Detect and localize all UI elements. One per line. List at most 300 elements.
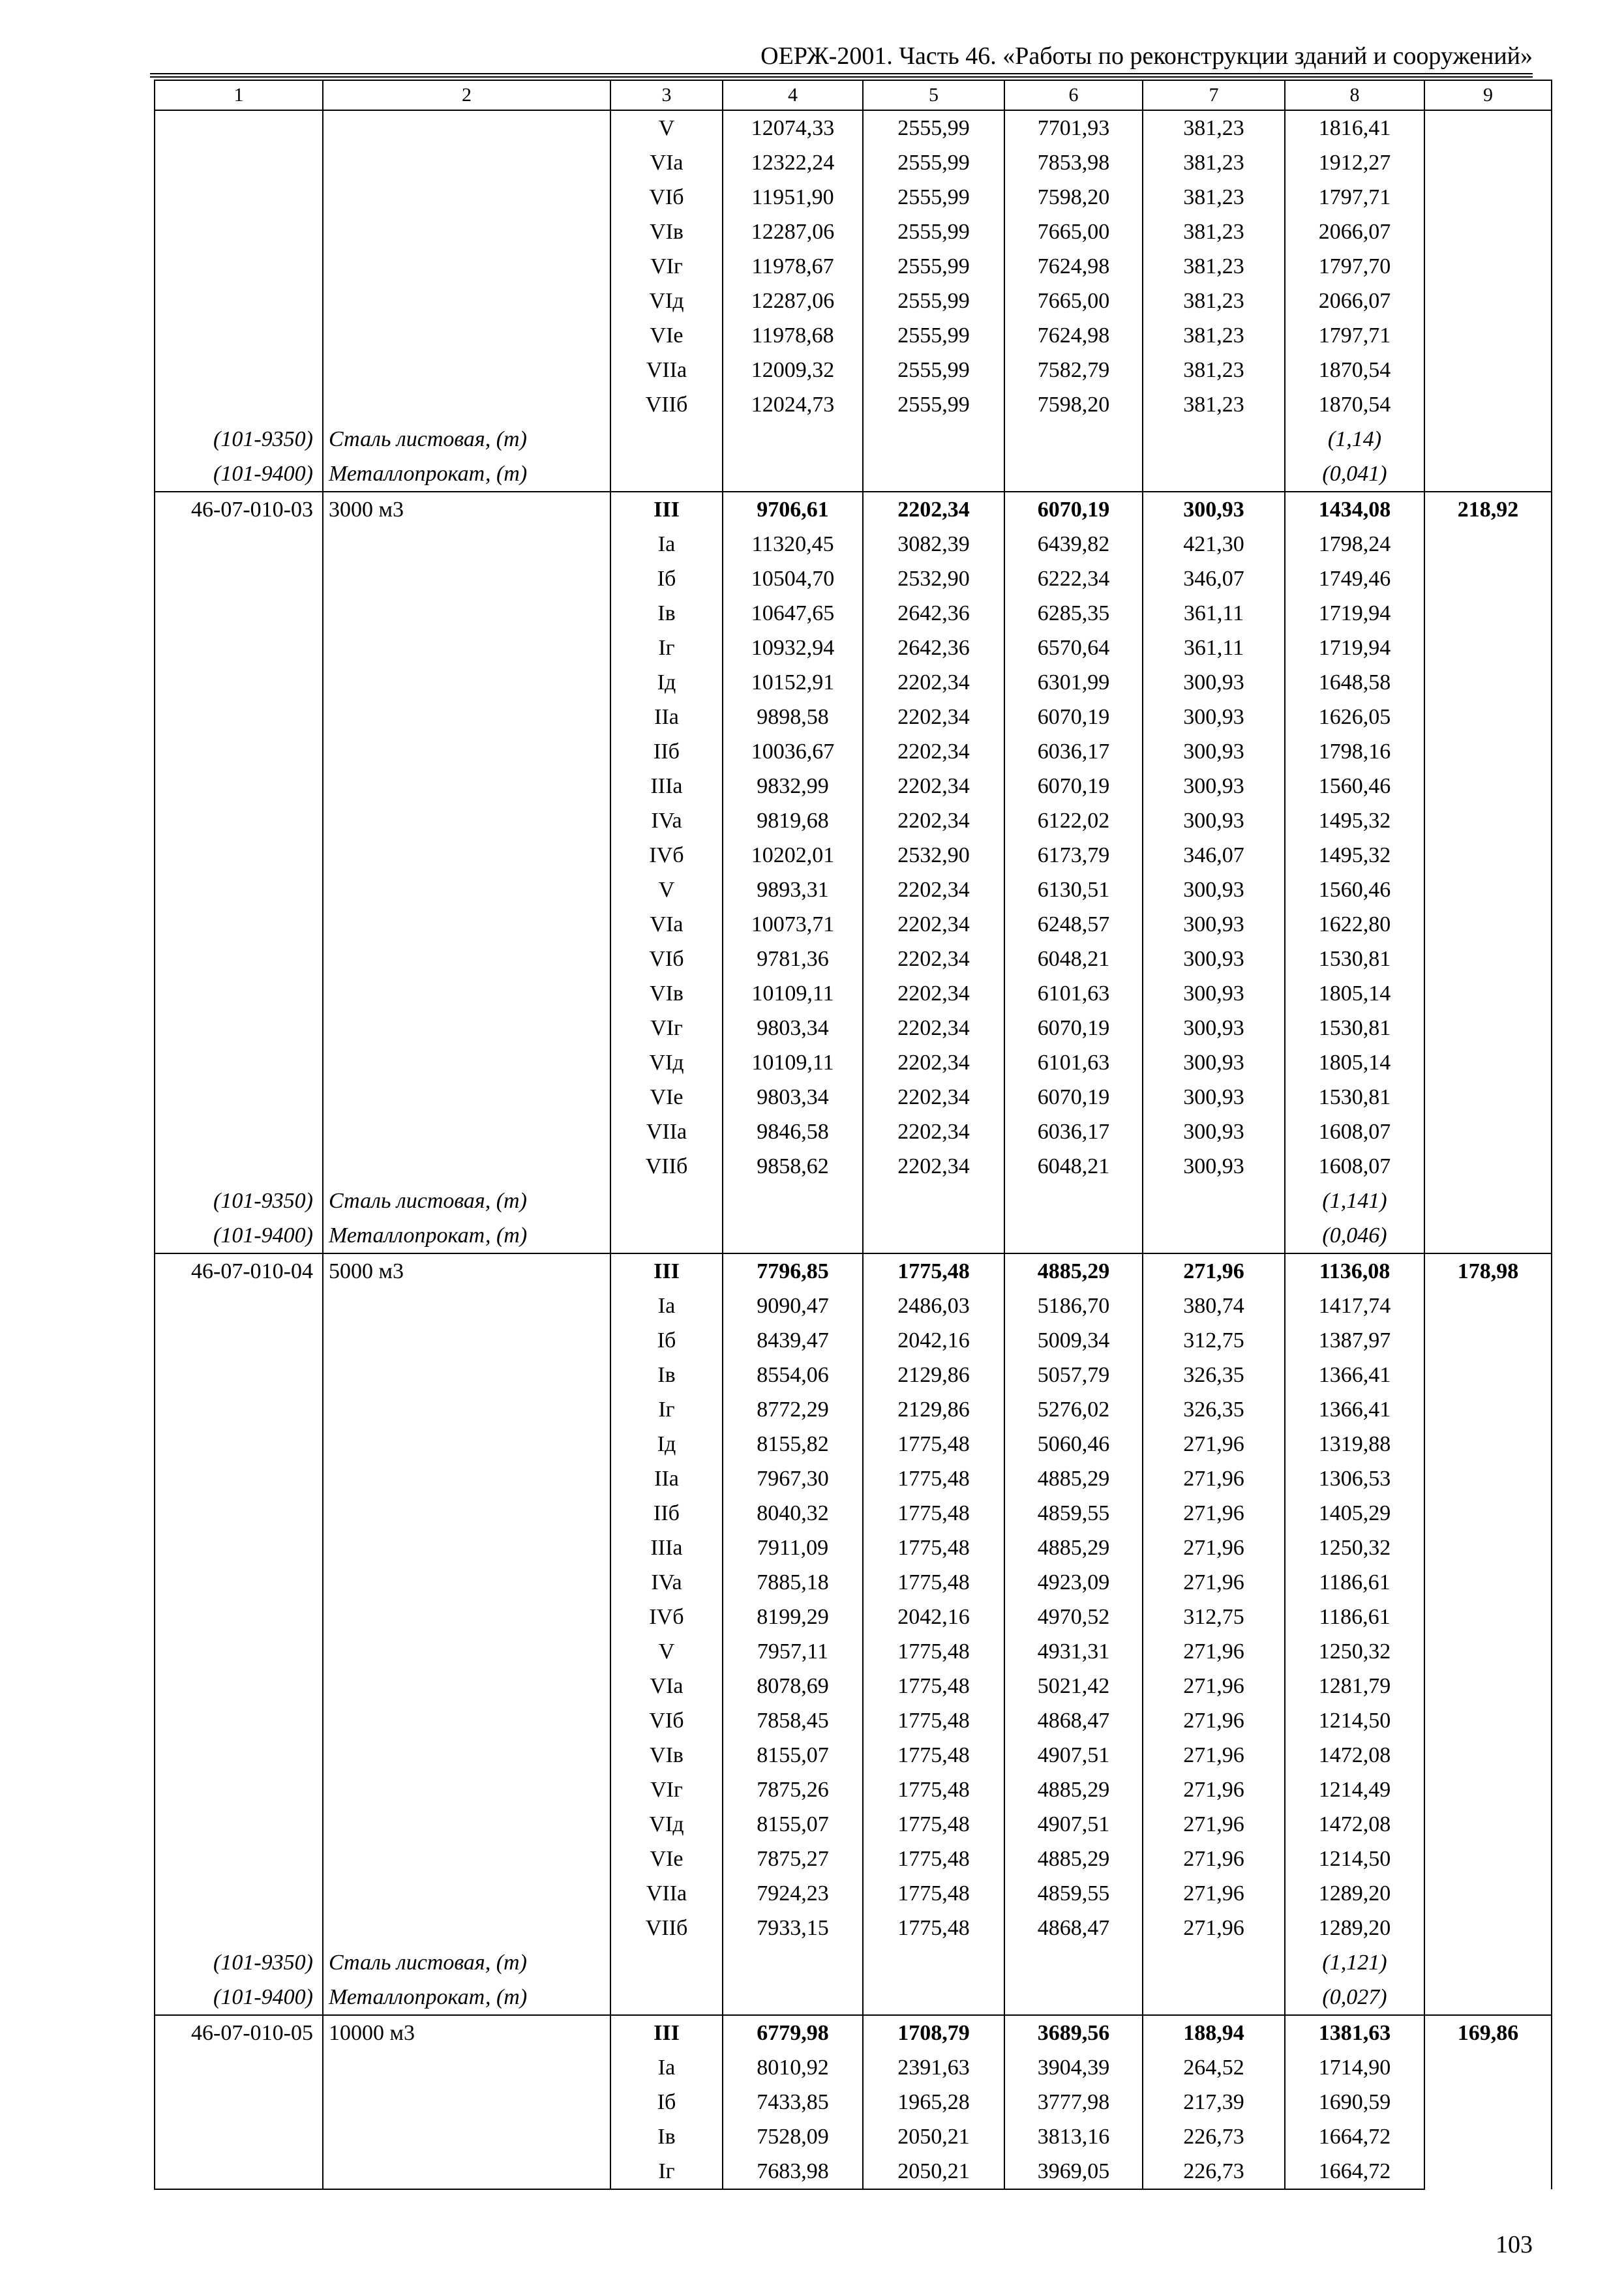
value-cell: 9858,62	[723, 1149, 863, 1184]
value-cell: 5057,79	[1004, 1358, 1143, 1392]
zone-cell: VIIб	[610, 387, 723, 422]
zone-cell: Iб	[610, 1323, 723, 1358]
value-cell: 346,07	[1143, 838, 1285, 873]
empty-cell	[155, 1323, 323, 1358]
empty-cell	[610, 1980, 723, 2015]
value-cell: 2202,34	[863, 700, 1004, 734]
value-cell: 264,52	[1143, 2050, 1285, 2085]
value-cell: 3904,39	[1004, 2050, 1143, 2085]
table-row	[155, 1703, 1552, 1738]
value-cell: 2202,34	[863, 734, 1004, 769]
zone-cell: V	[610, 1634, 723, 1669]
page-header: ОЕРЖ-2001. Часть 46. «Работы по реконструкции зданий и сооружений»	[760, 42, 1533, 70]
value-cell: 1626,05	[1285, 700, 1424, 734]
value-cell: 3689,56	[1004, 2015, 1143, 2050]
value-cell: 12287,06	[723, 284, 863, 318]
empty-cell	[155, 734, 323, 769]
value-cell: 1648,58	[1285, 665, 1424, 700]
material-code: (101-9400)	[155, 1980, 323, 2015]
empty-cell	[863, 1945, 1004, 1980]
value-cell: 271,96	[1143, 1427, 1285, 1461]
table-row	[155, 527, 1552, 561]
value-cell: 2555,99	[863, 284, 1004, 318]
rate-code: 46-07-010-03	[155, 492, 323, 527]
value-cell: 9803,34	[723, 1080, 863, 1115]
empty-cell	[323, 631, 610, 665]
empty-cell	[1143, 422, 1285, 456]
column-number: 2	[323, 80, 610, 110]
value-cell: 2555,99	[863, 387, 1004, 422]
table-row	[155, 838, 1552, 873]
value-cell: 4885,29	[1004, 1531, 1143, 1565]
value-cell: 1775,48	[863, 1669, 1004, 1703]
table-row	[155, 1289, 1552, 1323]
empty-cell	[1143, 456, 1285, 492]
zone-cell: Iв	[610, 2119, 723, 2154]
value-cell: 4868,47	[1004, 1911, 1143, 1945]
table-row	[155, 734, 1552, 769]
zone-cell: VIe	[610, 1842, 723, 1876]
empty-cell	[155, 665, 323, 700]
value-cell: 1870,54	[1285, 353, 1424, 387]
value-cell: 2555,99	[863, 249, 1004, 284]
value-cell: 1214,49	[1285, 1773, 1424, 1807]
empty-cell	[323, 1289, 610, 1323]
value-cell: 300,93	[1143, 1080, 1285, 1115]
empty-cell	[155, 249, 323, 284]
empty-cell	[323, 596, 610, 631]
empty-cell	[155, 1600, 323, 1634]
table-row	[155, 1149, 1552, 1184]
empty-cell	[155, 803, 323, 838]
zone-cell: IVб	[610, 1600, 723, 1634]
value-cell: 7967,30	[723, 1461, 863, 1496]
value-cell: 4885,29	[1004, 1253, 1143, 1289]
empty-cell	[155, 1842, 323, 1876]
empty-cell	[323, 527, 610, 561]
empty-cell	[323, 1011, 610, 1045]
empty-cell	[155, 1669, 323, 1703]
zone-cell: VIб	[610, 1703, 723, 1738]
material-name: Металлопрокат, (т)	[323, 456, 610, 492]
value-cell: 6101,63	[1004, 1045, 1143, 1080]
zone-cell: IVa	[610, 1565, 723, 1600]
empty-cell	[1004, 456, 1143, 492]
table-row	[155, 1807, 1552, 1842]
table-row	[155, 110, 1552, 145]
value-cell: 381,23	[1143, 180, 1285, 215]
value-cell: 1805,14	[1285, 976, 1424, 1011]
table-row	[155, 1427, 1552, 1461]
zone-cell: VIв	[610, 1738, 723, 1773]
value-cell: 1405,29	[1285, 1496, 1424, 1531]
value-cell: 2066,07	[1285, 284, 1424, 318]
zone-cell: VIб	[610, 942, 723, 976]
value-cell: 1289,20	[1285, 1876, 1424, 1911]
table-row	[155, 249, 1552, 284]
value-cell: 1214,50	[1285, 1703, 1424, 1738]
empty-cell	[610, 1945, 723, 1980]
table-row	[155, 1253, 1552, 1289]
empty-cell	[155, 1358, 323, 1392]
value-cell: 1805,14	[1285, 1045, 1424, 1080]
value-cell: 4907,51	[1004, 1738, 1143, 1773]
value-cell: 2202,34	[863, 1115, 1004, 1149]
empty-cell	[155, 873, 323, 907]
empty-cell	[323, 1149, 610, 1184]
value-cell: 6070,19	[1004, 492, 1143, 527]
value-cell: 7858,45	[723, 1703, 863, 1738]
value-cell: 1472,08	[1285, 1807, 1424, 1842]
value-cell: 4931,31	[1004, 1634, 1143, 1669]
table-row	[155, 1115, 1552, 1149]
zone-cell: III	[610, 2015, 723, 2050]
value-cell: 3813,16	[1004, 2119, 1143, 2154]
table-row	[155, 1738, 1552, 1773]
table-row	[155, 1392, 1552, 1427]
material-value: (0,027)	[1285, 1980, 1424, 2015]
material-code: (101-9350)	[155, 1945, 323, 1980]
empty-cell	[155, 1738, 323, 1773]
value-cell: 2391,63	[863, 2050, 1004, 2085]
value-cell: 8199,29	[723, 1600, 863, 1634]
value-cell: 1912,27	[1285, 145, 1424, 180]
empty-cell	[155, 976, 323, 1011]
value-cell: 10504,70	[723, 561, 863, 596]
value-cell: 10036,67	[723, 734, 863, 769]
table-row	[155, 1876, 1552, 1911]
table-body	[155, 80, 1552, 2189]
zone-cell: III	[610, 492, 723, 527]
value-cell: 2555,99	[863, 145, 1004, 180]
table-row	[155, 1358, 1552, 1392]
empty-cell	[1004, 422, 1143, 456]
value-cell: 3082,39	[863, 527, 1004, 561]
empty-cell	[723, 1945, 863, 1980]
value-cell: 8155,82	[723, 1427, 863, 1461]
value-cell: 381,23	[1143, 110, 1285, 145]
column-9-value: 178,98	[1424, 1253, 1552, 2015]
value-cell: 300,93	[1143, 1011, 1285, 1045]
value-cell: 300,93	[1143, 700, 1285, 734]
value-cell: 11978,68	[723, 318, 863, 353]
empty-cell	[323, 2119, 610, 2154]
empty-cell	[155, 2085, 323, 2119]
zone-cell: VIг	[610, 249, 723, 284]
zone-cell: VIв	[610, 215, 723, 249]
value-cell: 6779,98	[723, 2015, 863, 2050]
empty-cell	[323, 387, 610, 422]
value-cell: 8772,29	[723, 1392, 863, 1427]
column-number: 6	[1004, 80, 1143, 110]
zone-cell: IVa	[610, 803, 723, 838]
value-cell: 1417,74	[1285, 1289, 1424, 1323]
value-cell: 7624,98	[1004, 249, 1143, 284]
empty-cell	[863, 1184, 1004, 1218]
zone-cell: IIб	[610, 1496, 723, 1531]
empty-cell	[155, 769, 323, 803]
value-cell: 1797,71	[1285, 318, 1424, 353]
value-cell: 2050,21	[863, 2154, 1004, 2189]
value-cell: 5021,42	[1004, 1669, 1143, 1703]
table-row	[155, 318, 1552, 353]
empty-cell	[323, 353, 610, 387]
value-cell: 271,96	[1143, 1703, 1285, 1738]
value-cell: 326,35	[1143, 1358, 1285, 1392]
empty-cell	[323, 665, 610, 700]
value-cell: 2066,07	[1285, 215, 1424, 249]
empty-cell	[155, 1531, 323, 1565]
empty-cell	[323, 734, 610, 769]
table-row	[155, 665, 1552, 700]
value-cell: 361,11	[1143, 596, 1285, 631]
empty-cell	[323, 976, 610, 1011]
value-cell: 2129,86	[863, 1392, 1004, 1427]
value-cell: 1366,41	[1285, 1358, 1424, 1392]
empty-cell	[323, 2050, 610, 2085]
value-cell: 300,93	[1143, 907, 1285, 942]
empty-cell	[155, 180, 323, 215]
value-cell: 1622,80	[1285, 907, 1424, 942]
value-cell: 1775,48	[863, 1253, 1004, 1289]
column-number: 7	[1143, 80, 1285, 110]
value-cell: 1608,07	[1285, 1115, 1424, 1149]
table-row	[155, 769, 1552, 803]
value-cell: 1530,81	[1285, 942, 1424, 976]
value-cell: 2042,16	[863, 1600, 1004, 1634]
value-cell: 1775,48	[863, 1738, 1004, 1773]
table-row	[155, 1600, 1552, 1634]
empty-cell	[155, 353, 323, 387]
zone-cell: Ia	[610, 2050, 723, 2085]
table-row	[155, 2085, 1552, 2119]
material-value: (1,121)	[1285, 1945, 1424, 1980]
value-cell: 1560,46	[1285, 873, 1424, 907]
table-row	[155, 1911, 1552, 1945]
value-cell: 300,93	[1143, 873, 1285, 907]
value-cell: 1495,32	[1285, 838, 1424, 873]
material-row	[155, 422, 1552, 456]
table-row	[155, 492, 1552, 527]
value-cell: 2202,34	[863, 976, 1004, 1011]
value-cell: 4859,55	[1004, 1876, 1143, 1911]
zone-cell: VIIб	[610, 1149, 723, 1184]
empty-cell	[155, 1703, 323, 1738]
empty-cell	[1143, 1980, 1285, 2015]
table-row	[155, 1842, 1552, 1876]
value-cell: 312,75	[1143, 1600, 1285, 1634]
value-cell: 6130,51	[1004, 873, 1143, 907]
value-cell: 9846,58	[723, 1115, 863, 1149]
table-row	[155, 180, 1552, 215]
value-cell: 1664,72	[1285, 2119, 1424, 2154]
zone-cell: Iг	[610, 2154, 723, 2189]
column-9-value	[1424, 110, 1552, 492]
value-cell: 5009,34	[1004, 1323, 1143, 1358]
value-cell: 11951,90	[723, 180, 863, 215]
empty-cell	[155, 942, 323, 976]
empty-cell	[155, 1392, 323, 1427]
empty-cell	[323, 1358, 610, 1392]
value-cell: 7665,00	[1004, 215, 1143, 249]
value-cell: 2555,99	[863, 215, 1004, 249]
empty-cell	[323, 769, 610, 803]
value-cell: 271,96	[1143, 1531, 1285, 1565]
material-row	[155, 1184, 1552, 1218]
empty-cell	[323, 2154, 610, 2189]
empty-cell	[323, 1876, 610, 1911]
value-cell: 1775,48	[863, 1773, 1004, 1807]
value-cell: 9090,47	[723, 1289, 863, 1323]
empty-cell	[155, 838, 323, 873]
rate-name: 10000 м3	[323, 2015, 610, 2050]
value-cell: 4885,29	[1004, 1773, 1143, 1807]
value-cell: 9819,68	[723, 803, 863, 838]
table-row	[155, 803, 1552, 838]
material-name: Металлопрокат, (т)	[323, 1980, 610, 2015]
value-cell: 1381,63	[1285, 2015, 1424, 2050]
empty-cell	[1004, 1945, 1143, 1980]
value-cell: 1250,32	[1285, 1634, 1424, 1669]
value-cell: 1560,46	[1285, 769, 1424, 803]
zone-cell: Iб	[610, 561, 723, 596]
zone-cell: V	[610, 110, 723, 145]
empty-cell	[323, 1703, 610, 1738]
empty-cell	[323, 1080, 610, 1115]
value-cell: 2202,34	[863, 1011, 1004, 1045]
empty-cell	[323, 1842, 610, 1876]
table-row	[155, 873, 1552, 907]
zone-cell: VIг	[610, 1773, 723, 1807]
zone-cell: Iб	[610, 2085, 723, 2119]
empty-cell	[155, 1289, 323, 1323]
column-9-value: 218,92	[1424, 492, 1552, 1253]
value-cell: 9893,31	[723, 873, 863, 907]
value-cell: 1387,97	[1285, 1323, 1424, 1358]
value-cell: 1775,48	[863, 1531, 1004, 1565]
value-cell: 8040,32	[723, 1496, 863, 1531]
value-cell: 4923,09	[1004, 1565, 1143, 1600]
empty-cell	[323, 1461, 610, 1496]
empty-cell	[723, 456, 863, 492]
table-row	[155, 2119, 1552, 2154]
value-cell: 1775,48	[863, 1461, 1004, 1496]
empty-cell	[323, 907, 610, 942]
value-cell: 1664,72	[1285, 2154, 1424, 2189]
value-cell: 2642,36	[863, 596, 1004, 631]
value-cell: 381,23	[1143, 284, 1285, 318]
value-cell: 1798,24	[1285, 527, 1424, 561]
empty-cell	[155, 284, 323, 318]
value-cell: 11978,67	[723, 249, 863, 284]
value-cell: 300,93	[1143, 1115, 1285, 1149]
page-number: 103	[1496, 2231, 1533, 2258]
value-cell: 7911,09	[723, 1531, 863, 1565]
column-number-row	[155, 80, 1552, 110]
empty-cell	[323, 1531, 610, 1565]
empty-cell	[1004, 1184, 1143, 1218]
value-cell: 7598,20	[1004, 180, 1143, 215]
zone-cell: VIд	[610, 1807, 723, 1842]
rate-code	[155, 110, 323, 145]
value-cell: 6285,35	[1004, 596, 1143, 631]
zone-cell: VIIa	[610, 353, 723, 387]
value-cell: 1798,16	[1285, 734, 1424, 769]
empty-cell	[323, 873, 610, 907]
zone-cell: VIг	[610, 1011, 723, 1045]
table-row	[155, 976, 1552, 1011]
value-cell: 1775,48	[863, 1634, 1004, 1669]
value-cell: 300,93	[1143, 976, 1285, 1011]
empty-cell	[323, 318, 610, 353]
empty-cell	[155, 1634, 323, 1669]
value-cell: 300,93	[1143, 803, 1285, 838]
value-cell: 10932,94	[723, 631, 863, 665]
value-cell: 271,96	[1143, 1565, 1285, 1600]
value-cell: 7924,23	[723, 1876, 863, 1911]
empty-cell	[323, 249, 610, 284]
zone-cell: Iд	[610, 1427, 723, 1461]
value-cell: 6070,19	[1004, 1011, 1143, 1045]
rate-code: 46-07-010-04	[155, 1253, 323, 1289]
value-cell: 2202,34	[863, 873, 1004, 907]
material-code: (101-9400)	[155, 1218, 323, 1253]
table-row	[155, 1461, 1552, 1496]
value-cell: 6070,19	[1004, 1080, 1143, 1115]
value-cell: 1714,90	[1285, 2050, 1424, 2085]
empty-cell	[863, 1980, 1004, 2015]
value-cell: 10073,71	[723, 907, 863, 942]
empty-cell	[155, 1496, 323, 1531]
table-row	[155, 700, 1552, 734]
value-cell: 271,96	[1143, 1773, 1285, 1807]
zone-cell: V	[610, 873, 723, 907]
value-cell: 300,93	[1143, 492, 1285, 527]
value-cell: 2202,34	[863, 1045, 1004, 1080]
value-cell: 6036,17	[1004, 734, 1143, 769]
zone-cell: Ia	[610, 527, 723, 561]
table-row	[155, 2015, 1552, 2050]
zone-cell: IIa	[610, 1461, 723, 1496]
table-row	[155, 1773, 1552, 1807]
value-cell: 8155,07	[723, 1807, 863, 1842]
value-cell: 421,30	[1143, 527, 1285, 561]
empty-cell	[155, 1876, 323, 1911]
value-cell: 7957,11	[723, 1634, 863, 1669]
value-cell: 10109,11	[723, 976, 863, 1011]
material-name: Сталь листовая, (т)	[323, 1945, 610, 1980]
zone-cell: VIIa	[610, 1876, 723, 1911]
empty-cell	[323, 1911, 610, 1945]
value-cell: 12287,06	[723, 215, 863, 249]
rate-name	[323, 110, 610, 145]
value-cell: 1281,79	[1285, 1669, 1424, 1703]
value-cell: 1434,08	[1285, 492, 1424, 527]
value-cell: 11320,45	[723, 527, 863, 561]
value-cell: 2202,34	[863, 492, 1004, 527]
value-cell: 2129,86	[863, 1358, 1004, 1392]
empty-cell	[155, 596, 323, 631]
empty-cell	[323, 1392, 610, 1427]
value-cell: 4885,29	[1004, 1842, 1143, 1876]
empty-cell	[323, 1773, 610, 1807]
empty-cell	[323, 180, 610, 215]
empty-cell	[323, 700, 610, 734]
value-cell: 5060,46	[1004, 1427, 1143, 1461]
value-cell: 271,96	[1143, 1738, 1285, 1773]
empty-cell	[155, 318, 323, 353]
value-cell: 300,93	[1143, 665, 1285, 700]
